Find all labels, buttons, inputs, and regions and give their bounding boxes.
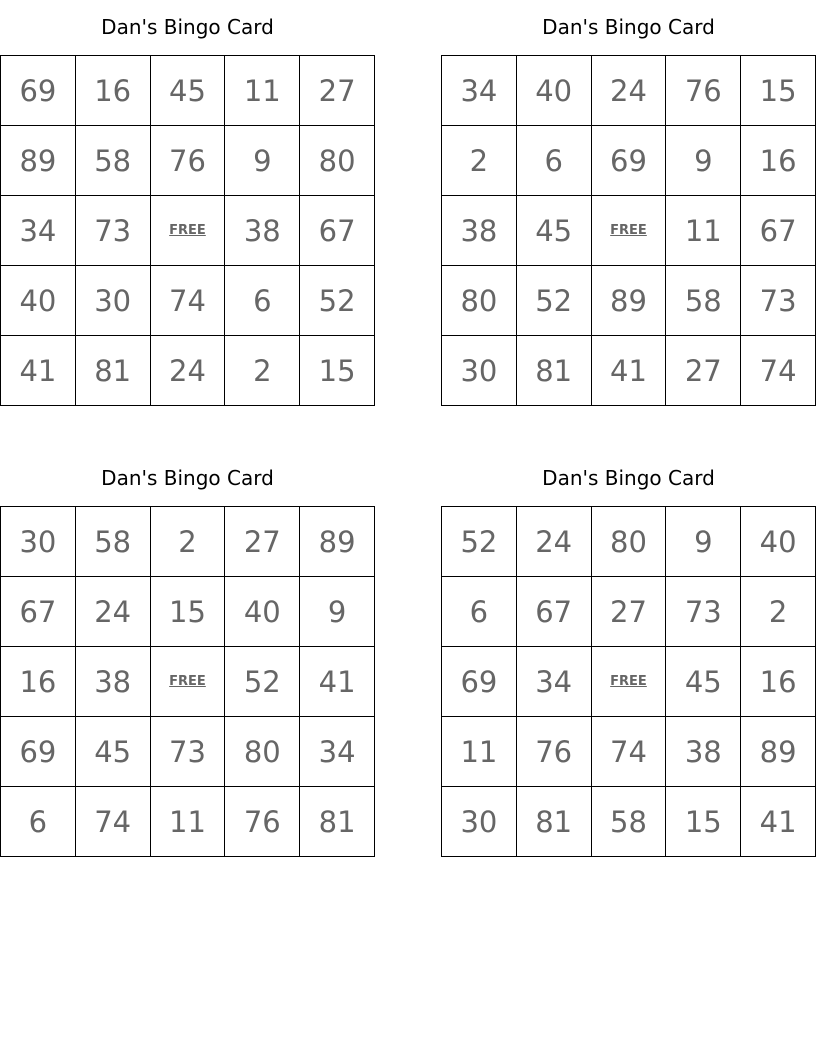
number-cell: 89	[1, 126, 76, 196]
number-cell: 58	[666, 266, 741, 336]
number-cell: 24	[150, 336, 225, 406]
number-cell: 41	[741, 787, 816, 857]
number-cell: 80	[225, 717, 300, 787]
number-cell: 24	[75, 577, 150, 647]
number-cell: 69	[1, 56, 76, 126]
free-cell: FREE	[150, 196, 225, 266]
bingo-grid	[0, 506, 375, 857]
bingo-row	[1, 717, 375, 787]
free-cell: FREE	[150, 647, 225, 717]
bingo-grid	[441, 55, 816, 406]
bingo-row	[442, 56, 816, 126]
number-cell: 16	[1, 647, 76, 717]
bingo-row	[1, 126, 375, 196]
number-cell: 52	[516, 266, 591, 336]
bingo-grid	[441, 506, 816, 857]
number-cell: 2	[225, 336, 300, 406]
number-cell: 89	[300, 507, 375, 577]
number-cell: 81	[300, 787, 375, 857]
bingo-row	[1, 56, 375, 126]
bingo-row	[442, 787, 816, 857]
bingo-row	[442, 266, 816, 336]
number-cell: 30	[1, 507, 76, 577]
number-cell: 2	[741, 577, 816, 647]
number-cell: 73	[741, 266, 816, 336]
bingo-row	[1, 507, 375, 577]
bingo-row	[442, 126, 816, 196]
number-cell: 16	[741, 126, 816, 196]
number-cell: 34	[300, 717, 375, 787]
number-cell: 81	[516, 336, 591, 406]
number-cell: 80	[591, 507, 666, 577]
number-cell: 34	[442, 56, 517, 126]
number-cell: 34	[516, 647, 591, 717]
number-cell: 6	[225, 266, 300, 336]
number-cell: 41	[591, 336, 666, 406]
number-cell: 11	[150, 787, 225, 857]
number-cell: 52	[225, 647, 300, 717]
number-cell: 15	[150, 577, 225, 647]
number-cell: 11	[442, 717, 517, 787]
bingo-row	[1, 577, 375, 647]
number-cell: 15	[666, 787, 741, 857]
number-cell: 81	[516, 787, 591, 857]
number-cell: 9	[225, 126, 300, 196]
number-cell: 74	[150, 266, 225, 336]
bingo-row	[442, 336, 816, 406]
number-cell: 52	[442, 507, 517, 577]
number-cell: 27	[666, 336, 741, 406]
number-cell: 74	[591, 717, 666, 787]
number-cell: 40	[225, 577, 300, 647]
number-cell: 6	[516, 126, 591, 196]
number-cell: 76	[150, 126, 225, 196]
number-cell: 41	[1, 336, 76, 406]
number-cell: 89	[741, 717, 816, 787]
number-cell: 69	[591, 126, 666, 196]
number-cell: 6	[442, 577, 517, 647]
number-cell: 30	[442, 336, 517, 406]
number-cell: 16	[75, 56, 150, 126]
bingo-row	[442, 507, 816, 577]
bingo-card	[441, 0, 816, 406]
number-cell: 30	[75, 266, 150, 336]
number-cell: 76	[666, 56, 741, 126]
number-cell: 11	[225, 56, 300, 126]
number-cell: 38	[442, 196, 517, 266]
number-cell: 24	[591, 56, 666, 126]
number-cell: 45	[516, 196, 591, 266]
bingo-grid	[0, 55, 375, 406]
bingo-row	[442, 647, 816, 717]
card-title: Dan's Bingo Card	[101, 466, 274, 490]
bingo-row	[1, 336, 375, 406]
number-cell: 45	[666, 647, 741, 717]
bingo-row	[442, 577, 816, 647]
bingo-card	[0, 0, 375, 406]
number-cell: 15	[300, 336, 375, 406]
number-cell: 80	[300, 126, 375, 196]
number-cell: 67	[300, 196, 375, 266]
number-cell: 40	[1, 266, 76, 336]
number-cell: 76	[225, 787, 300, 857]
number-cell: 40	[741, 507, 816, 577]
bingo-card	[441, 451, 816, 857]
number-cell: 2	[150, 507, 225, 577]
number-cell: 67	[1, 577, 76, 647]
number-cell: 58	[75, 126, 150, 196]
number-cell: 41	[300, 647, 375, 717]
number-cell: 81	[75, 336, 150, 406]
number-cell: 58	[75, 507, 150, 577]
number-cell: 27	[300, 56, 375, 126]
free-cell: FREE	[591, 196, 666, 266]
bingo-row	[1, 196, 375, 266]
number-cell: 9	[666, 126, 741, 196]
number-cell: 38	[225, 196, 300, 266]
number-cell: 6	[1, 787, 76, 857]
number-cell: 74	[741, 336, 816, 406]
number-cell: 52	[300, 266, 375, 336]
number-cell: 69	[1, 717, 76, 787]
number-cell: 45	[75, 717, 150, 787]
bingo-card	[0, 451, 375, 857]
number-cell: 67	[741, 196, 816, 266]
number-cell: 34	[1, 196, 76, 266]
number-cell: 38	[75, 647, 150, 717]
number-cell: 27	[225, 507, 300, 577]
bingo-row	[1, 787, 375, 857]
bingo-row	[442, 196, 816, 266]
number-cell: 73	[150, 717, 225, 787]
number-cell: 89	[591, 266, 666, 336]
number-cell: 11	[666, 196, 741, 266]
number-cell: 74	[75, 787, 150, 857]
number-cell: 45	[150, 56, 225, 126]
number-cell: 67	[516, 577, 591, 647]
number-cell: 30	[442, 787, 517, 857]
number-cell: 15	[741, 56, 816, 126]
card-title: Dan's Bingo Card	[101, 15, 274, 39]
number-cell: 73	[75, 196, 150, 266]
bingo-row	[442, 717, 816, 787]
number-cell: 9	[666, 507, 741, 577]
free-cell: FREE	[591, 647, 666, 717]
number-cell: 9	[300, 577, 375, 647]
number-cell: 38	[666, 717, 741, 787]
number-cell: 76	[516, 717, 591, 787]
card-title: Dan's Bingo Card	[542, 15, 715, 39]
number-cell: 2	[442, 126, 517, 196]
bingo-row	[1, 266, 375, 336]
number-cell: 24	[516, 507, 591, 577]
bingo-row	[1, 647, 375, 717]
number-cell: 73	[666, 577, 741, 647]
number-cell: 27	[591, 577, 666, 647]
card-title: Dan's Bingo Card	[542, 466, 715, 490]
number-cell: 16	[741, 647, 816, 717]
number-cell: 58	[591, 787, 666, 857]
number-cell: 69	[442, 647, 517, 717]
number-cell: 40	[516, 56, 591, 126]
number-cell: 80	[442, 266, 517, 336]
